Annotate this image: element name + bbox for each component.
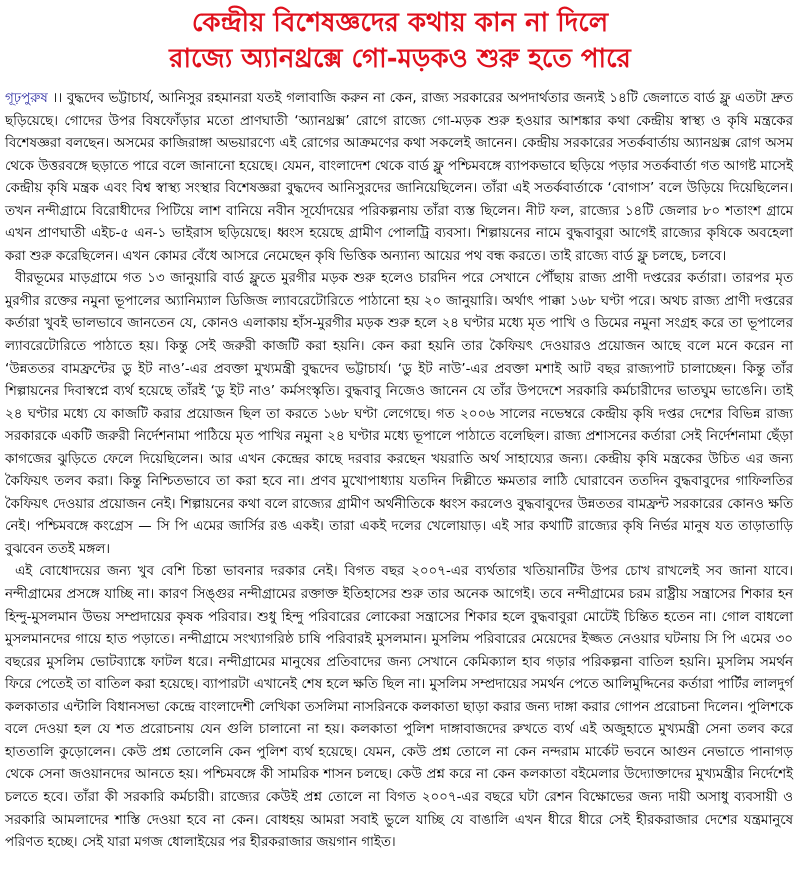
paragraph-1-text: ।। বুদ্ধদেব ভট্টাচার্য, আনিসুর রহমানরা যতই গলাবাজি করুন না কেন, রাজ্য সরকারের অপদার্থতার জন্যই ১৪টি জেলাতে বার্ড ফ্লু এতটা দ্রুত ছড়িয়েছে। গোদের উপর বিষফোঁড়ার মতো প্রাণঘাতী ‘অ্যানথ্রক্স’ রোগে রাজ্যে গো-মড়ক শুরু হওয়ার আশঙ্কার কথা কেন্দ্রীয় স্বাস্থ্য ও কৃষি মন্ত্রকের বিশেষজ্ঞরা বলছেন। অসমের কাজিরাঙ্গা অভয়ারণ্যে এই রোগের আক্রমণের কথা সকলেই জানেন। কেন্দ্রীয় সরকারের সতর্কবার্তায় অ্যানথ্রক্স রোগ অসম থেকে উত্তরবঙ্গে ছড়াতে পারে বলে জানানো হয়েছে। যেমন, বাংলাদেশ থেকে বার্ড ফ্লু পশ্চিমবঙ্গে ব্যাপকভাবে ছড়িয়ে পড়ার সতর্কবার্তা গত আগষ্ট মাসেই কেন্দ্রীয় কৃষি মন্ত্রক এবং বিশ্ব স্বাস্থ্য সংস্থার বিশেষজ্ঞরা বুদ্ধদেব আনিসুরদের জানিয়েছিলেন। তাঁরা এই সতর্কবার্তাকে ‘বোগাস’ বলে উড়িয়ে দিয়েছিলেন। তখন নন্দীগ্রামে বিরোধীদের পিটিয়ে লাশ বানিয়ে নবীন সূর্যোদয়ের পরিকল্পনায় তাঁরা ব্যস্ত ছিলেন। নীট ফল, রাজ্যের ১৪টি জেলার ৮০ শতাংশ গ্রামে এখন প্রাণঘাতী এইচ-৫ এন-১ ভাইরাস ছড়িয়েছে। ধ্বংস হয়েছে গ্রামীণ পোলট্রি ব্যবসা। শিল্পায়নের নামে বুদ্ধবাবুরা আগেই রাজ্যের কৃষিকে অবহেলা করা শুরু করেছিলেন। এখন কোমর বেঁধে আসরে নেমেছেন কৃষি ভিত্তিক অন্যান্য আয়ের পথ বন্ধ করতে। তাই রাজ্যে বার্ড ফ্লু চলছে, চলবে।: [5, 91, 793, 264]
headline: [0, 6, 800, 76]
article-body: [0, 88, 800, 855]
headline-line-2: রাজ্যে অ্যানথ্রক্সে গো-মড়কও শুরু হতে পারে: [169, 44, 631, 74]
headline-line-1: কেন্দ্রীয় বিশেষজ্ঞদের কথায় কান না দিলে: [191, 8, 609, 38]
byline: গূঢ়পুরুষ: [5, 91, 48, 106]
article-paragraph-1: [5, 88, 793, 268]
article-paragraph-3: এই বোধোদয়ের জন্য খুব বেশি চিন্তা ভাবনার দরকার নেই। বিগত বছর ২০০৭-এর ব্যর্থতার খতিয়ানটির উপর চোখ রাখলেই সব জানা যাবে। নন্দীগ্রামের প্রসঙ্গে যাচ্ছি না। কারণ সিঙ্গুর নন্দীগ্রামের রক্তাক্ত ইতিহাসের শুরু তার অনেক আগেই। তবে নন্দীগ্রামের চরম রাষ্ট্রীয় সন্ত্রাসের শিকার হন হিন্দু-মুসলমান উভয় সম্প্রদায়ের কৃষক পরিবার। শুধু হিন্দু পরিবারের লোকেরা সন্ত্রাসের শিকার হলে বুদ্ধবাবুরা মোটেই চিন্তিত হতেন না। গোল বাধলো মুসলমানদের গায়ে হাত পড়াতে। নন্দীগ্রামে সংখ্যাগরিষ্ঠ চাষি পরিবারই মুসলমান। মুসলিম পরিবারের মেয়েদের ইজ্জত নেওয়ার ঘটনায় সি পি এমের ৩০ বছরের মুসলিম ভোটব্যাঙ্কে ফাটল ধরে। নন্দীগ্রামের মানুষের প্রতিবাদের জন্য সেখানে কেমিক্যাল হাব গড়ার পরিকল্পনা বাতিল হয়নি। মুসলিম সমর্থন ফিরে পেতেই তা বাতিল করা হয়েছে। ব্যাপারটা এখানেই শেষ হলে ক্ষতি ছিল না। মুসলিম সম্প্রদায়ের সমর্থন পেতে আলিমুদ্দিনের কর্তারা পার্টির লালদুর্গ কলকাতার এন্টালি বিধানসভা কেন্দ্রে বাংলাদেশী লেখিকা তসলিমা নাসরিনকে কলকাতা ছাড়া করার জন্য দাঙ্গা করার গোপন প্ররোচনা দিলেন। পুলিশকে বলে দেওয়া হল যে শত প্ররোচনায় যেন গুলি চালানো না হয়। কলকাতা পুলিশ দাঙ্গাবাজদের রুখতে ব্যর্থ এই অজুহাতে মুখ্যমন্ত্রী সেনা তলব করে হাততালি কুড়োলেন। কেউ প্রশ্ন তোলেনি কেন পুলিশ ব্যর্থ হয়েছে। যেমন, কেউ প্রশ্ন তোলে না কেন নন্দরাম মার্কেট ভবনে আগুন নেভাতে পানাগড় থেকে সেনা জওয়ানদের আনতে হয়। পশ্চিমবঙ্গে কী সামরিক শাসন চলছে। কেউ প্রশ্ন করে না কেন কলকাতা বইমেলার উদ্যোক্তাদের মুখ্যমন্ত্রীর নির্দেশেই চলতে হবে। তাঁরা কী সরকারি কর্মচারী। রাজ্যের কেউই প্রশ্ন তোলে না বিগত ২০০৭-এর বছরে ঘটা রেশন বিক্ষোভের জন্য দায়ী অসাধু ব্যবসায়ী ও সরকারি আমলাদের শাস্তি দেওয়া হবে না কেন। বোধহয় আমরা সবাই ভুলে যাচ্ছি যে বাঙালি এখন ধীরে ধীরে সেই হীরকরাজার দেশের যন্ত্রমানুষে পরিণত হচ্ছে। সেই যারা মগজ ধোলাইয়ের পর হীরকরাজার জয়গান গাইত।: [5, 564, 793, 851]
article-paragraph-2: বীরভূমের মাড়গ্রামে গত ১৩ জানুয়ারি বার্ড ফ্লুতে মুরগীর মড়ক শুরু হলেও চারদিন পরে সেখানে পৌঁছায় রাজ্য প্রাণী দপ্তরের কর্তারা। তারপর মৃত মুরগীর রক্তের নমুনা ভূপালের অ্যানিম্যাল ডিজিজ ল্যাবরেটোরিতে পাঠানো হয় ২০ জানুয়ারি। অর্থাৎ পাক্কা ১৬৮ ঘণ্টা পরে। অথচ রাজ্য প্রাণী দপ্তরের কর্তারা খুবই ভালভাবে জানতেন যে, কোনও এলাকায় হাঁস-মুরগীর মড়ক শুরু হলে ২৪ ঘণ্টার মধ্যে মৃত পাখি ও ডিমের নমুনা সংগ্রহ করে তা ভূপালের ল্যাবরেটোরিতে পাঠাতে হয়। কিন্তু সেই জরুরী কাজটি করা হয়নি। কেন করা হয়নি তার কৈফিয়ৎ দেওয়ারও প্রয়োজন আছে বলে মনে করেন না ‘উন্নততর বামফ্রন্টের ডু ইট নাও’-এর প্রবক্তা মুখ্যমন্ত্রী বুদ্ধদেব ভট্টাচার্য। ‘ডু ইট নাউ’-এর প্রবক্তা মশাই আট বছর রাজ্যপাট চালাচ্ছেন। কিন্তু তাঁর শিল্পায়নের দিবাস্বপ্নে ব্যর্থ হয়েছে তাঁরই ‘ডু ইট নাও’ কর্মসংস্কৃতি। বুদ্ধবাবু নিজেও জানেন যে তাঁর উপদেশে সরকারি কর্মচারীদের ভাতঘুম ভাঙেনি। তাই ২৪ ঘণ্টার মধ্যে যে কাজটি করার প্রয়োজন ছিল তা করতে ১৬৮ ঘণ্টা লেগেছে। গত ২০০৬ সালের নভেম্বরে কেন্দ্রীয় কৃষি দপ্তর দেশের বিভিন্ন রাজ্য সরকারকে একটি জরুরী নির্দেশনামা পাঠিয়ে মৃত পাখির নমুনা ২৪ ঘণ্টার মধ্যে ভূপালে পাঠাতে বলেছিল। রাজ্য প্রশাসনের কর্তারা সেই নির্দেশনামা ছেঁড়া কাগজের ঝুড়িতে ফেলে দিয়েছিলেন। আর এখন কেন্দ্রের কাছে দরবার করছেন খয়রাতি অর্থ সাহায্যের জন্য। কেন্দ্রীয় কৃষি মন্ত্রকের উচিত এর জন্য কৈফিয়ৎ তলব করা। কিন্তু নিশ্চিতভাবে তা করা হবে না। প্রণব মুখোপাধ্যায় যতদিন দিল্লীতে ক্ষমতার লাঠি ঘোরাবেন ততদিন বুদ্ধবাবুদের গাফিলতির কৈফিয়ৎ দেওয়ার প্রয়োজন নেই। শিল্পায়নের কথা বলে রাজ্যের গ্রামীণ অর্থনীতিকে ধ্বংস করলেও বুদ্ধবাবুদের উন্নততর বামফ্রন্ট সরকারের কোনও ক্ষতি নেই। পশ্চিমবঙ্গে কংগ্রেস — সি পি এমের জার্সির রঙ একই। তারা একই দলের খেলোয়াড়। এই সার কথাটি রাজ্যের কৃষি নির্ভর মানুষ যত তাড়াতাড়ি বুঝবেন ততই মঙ্গল।: [5, 271, 793, 557]
